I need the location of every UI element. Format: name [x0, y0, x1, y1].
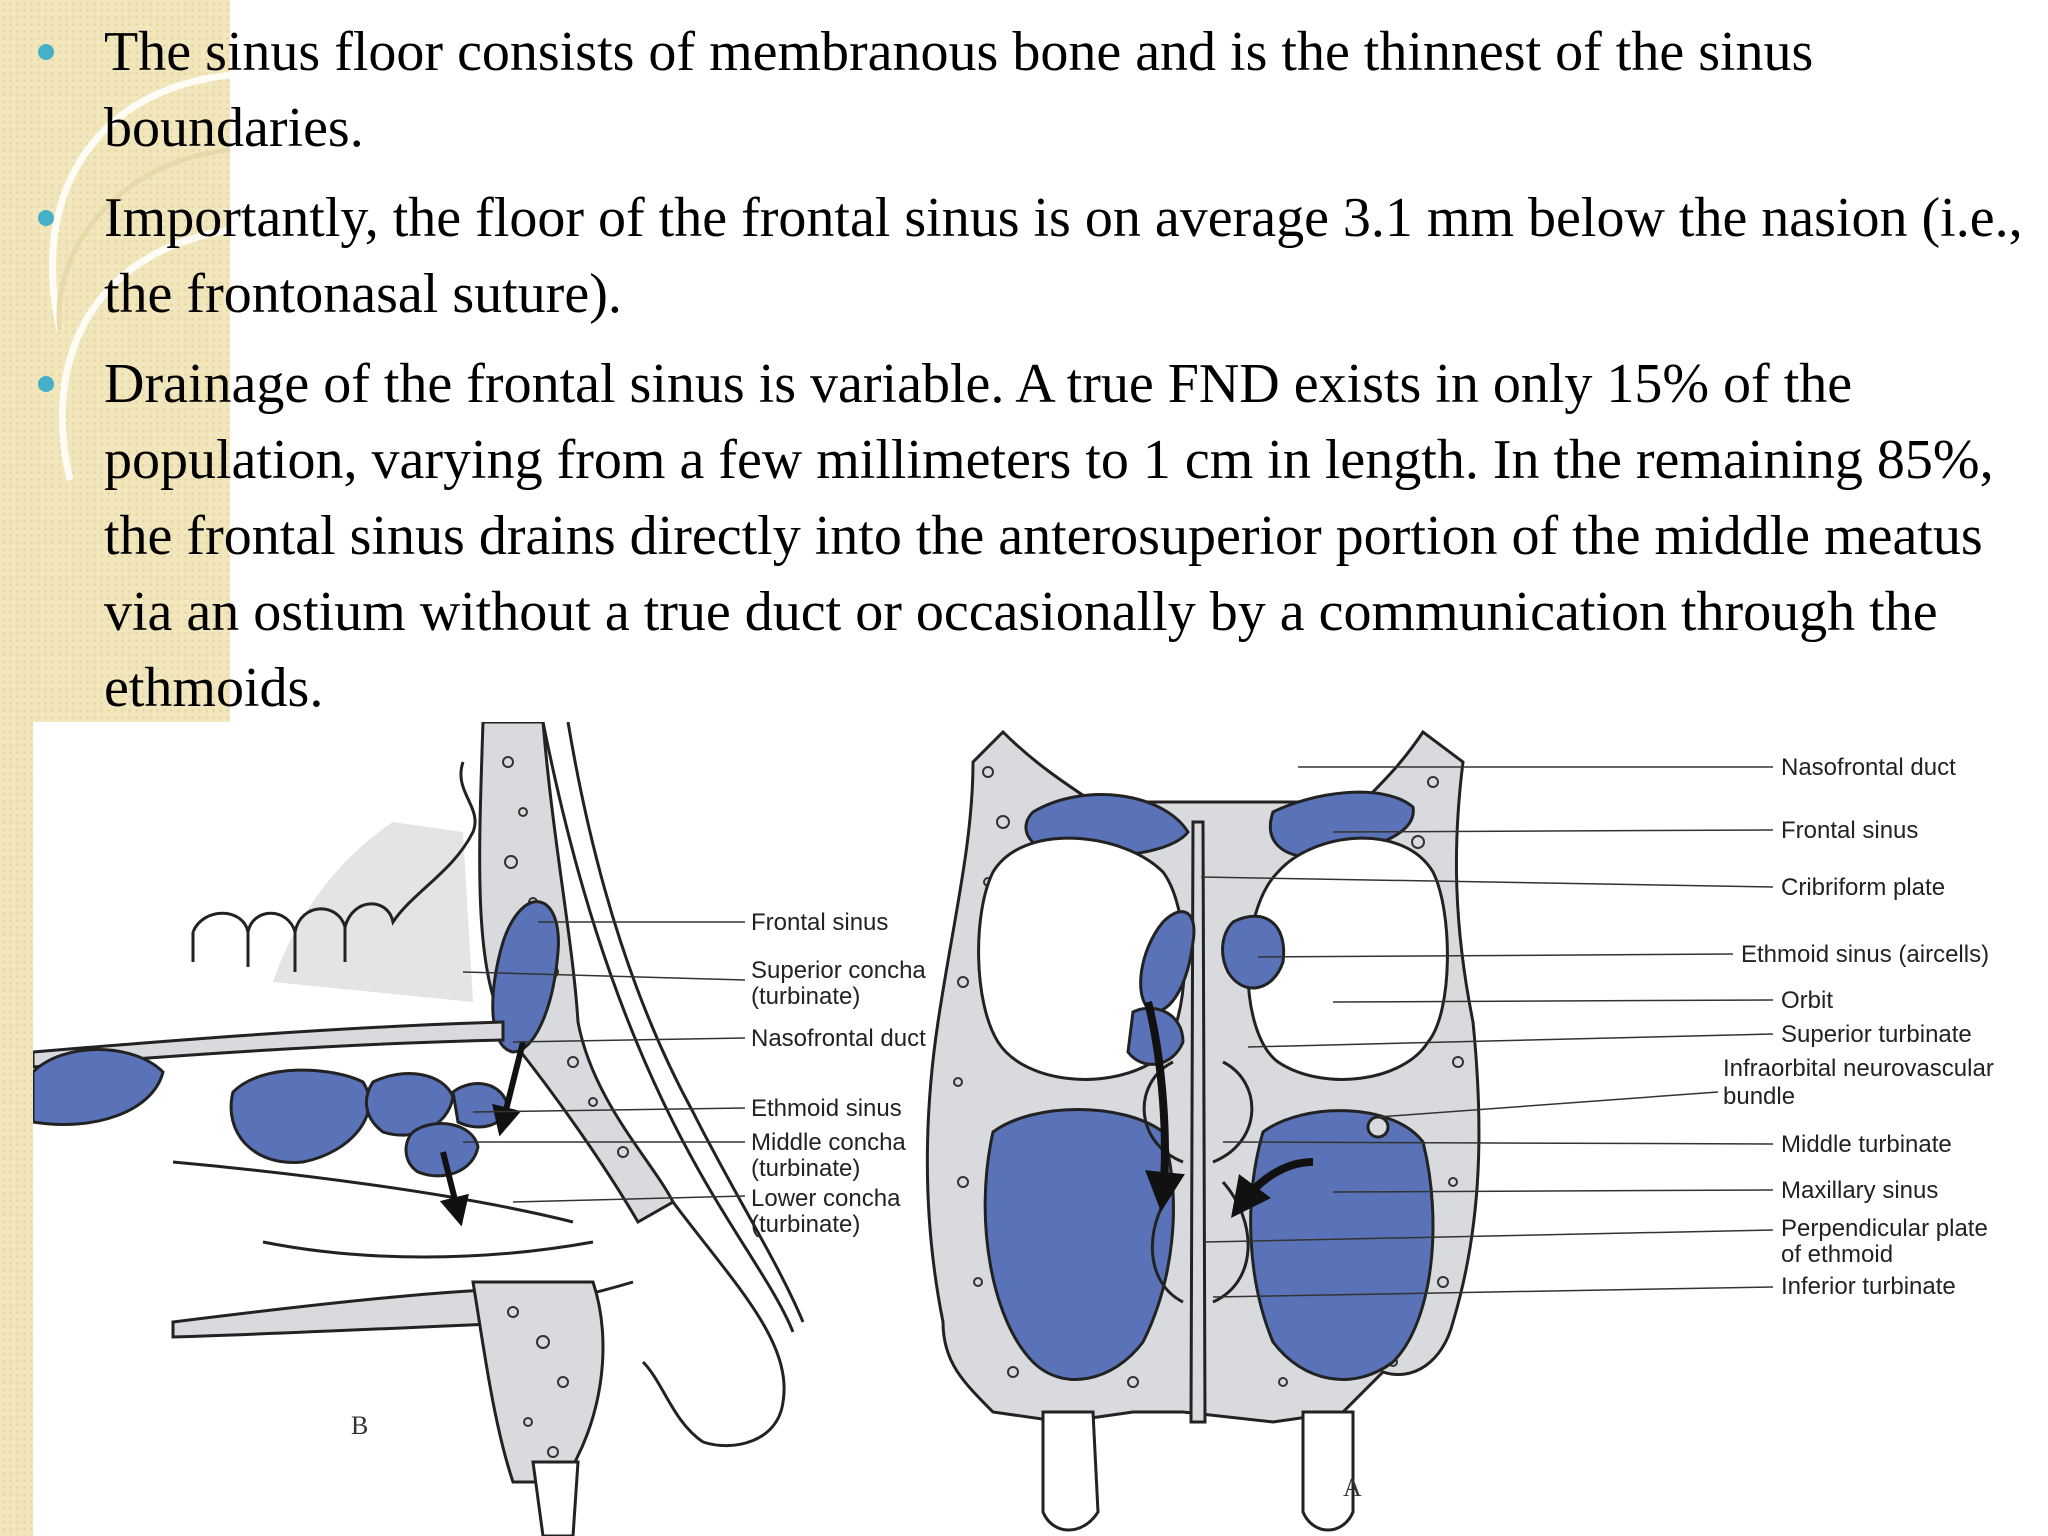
label-ethmoid-sinus: Ethmoid sinus (aircells) [1741, 941, 1990, 968]
label-lower-concha: Lower concha [751, 1185, 901, 1212]
label-superior-concha-sub: (turbinate) [751, 983, 861, 1010]
label-middle-concha: Middle concha [751, 1129, 906, 1156]
bullet-dot-icon [38, 44, 54, 60]
label-perpendicular-plate-sub: of ethmoid [1781, 1241, 1894, 1268]
label-infraorbital-sub: bundle [1723, 1083, 1796, 1110]
figure-b-sagittal [33, 722, 926, 1536]
bullet-item [0, 180, 2048, 332]
label-middle-concha-sub: (turbinate) [751, 1155, 861, 1182]
label-perpendicular-plate: Perpendicular plate [1781, 1215, 1988, 1242]
sinus-diagram [33, 722, 2048, 1536]
label-frontal-sinus: Frontal sinus [751, 909, 889, 936]
bullet-text: The sinus floor consists of membranous bone and is the thinnest of the sinus boundaries. [104, 21, 1814, 159]
bullet-text: Importantly, the floor of the frontal sinus is on average 3.1 mm below the nasion (i.e., the frontonasal suture). [104, 187, 2023, 325]
figure-a-letter: A [1343, 1473, 1362, 1502]
bullet-item [0, 346, 2048, 726]
bullet-dot-icon [38, 210, 54, 226]
label-cribriform-plate: Cribriform plate [1781, 874, 1946, 901]
label-infraorbital: Infraorbital neurovascular [1723, 1055, 1994, 1082]
label-nasofrontal-duct: Nasofrontal duct [1781, 754, 1956, 781]
label-nasofrontal-duct: Nasofrontal duct [751, 1025, 926, 1052]
label-lower-concha-sub: (turbinate) [751, 1211, 861, 1238]
anatomy-figure [33, 722, 2048, 1536]
label-orbit: Orbit [1781, 987, 1834, 1014]
figure-b-letter: B [351, 1411, 369, 1440]
label-superior-turbinate: Superior turbinate [1781, 1021, 1972, 1048]
label-frontal-sinus: Frontal sinus [1781, 817, 1919, 844]
label-superior-concha: Superior concha [751, 957, 926, 984]
label-ethmoid-sinus: Ethmoid sinus [751, 1095, 902, 1122]
label-maxillary-sinus: Maxillary sinus [1781, 1177, 1939, 1204]
bullet-list [0, 14, 2048, 740]
label-inferior-turbinate: Inferior turbinate [1781, 1273, 1956, 1300]
label-middle-turbinate: Middle turbinate [1781, 1131, 1952, 1158]
figure-a-coronal [927, 732, 1994, 1530]
bullet-dot-icon [38, 376, 54, 392]
bullet-item [0, 14, 2048, 166]
bullet-text: Drainage of the frontal sinus is variable. A true FND exists in only 15% of the population, varying from a few millimeters to 1 cm in length. In the remaining 85%, the frontal sinus drains directly into the anterosuperior portion of the middle meatus via an ostium without a true duct or occasionally by a communication through the ethmoids. [104, 353, 1994, 719]
